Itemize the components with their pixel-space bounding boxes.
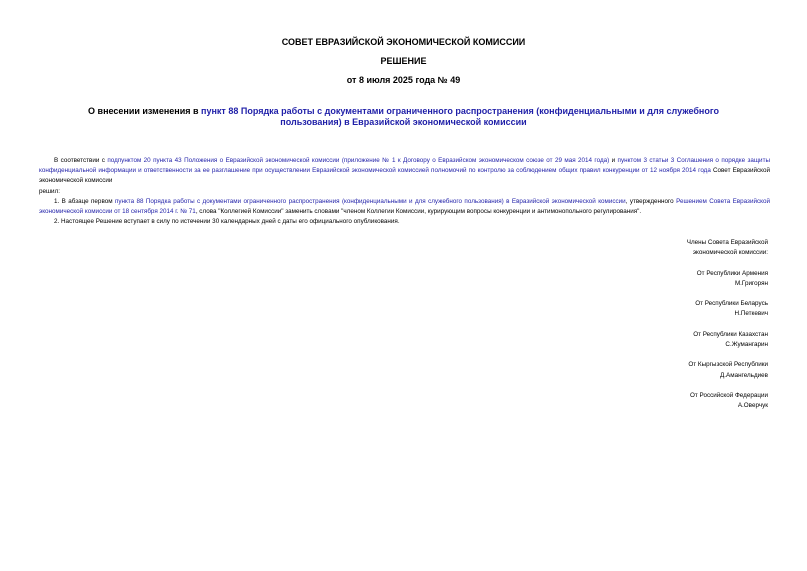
organization-heading: СОВЕТ ЕВРАЗИЙСКОЙ ЭКОНОМИЧЕСКОЙ КОМИССИИ xyxy=(281,37,526,47)
signature-name: А.Оверчук xyxy=(737,402,768,410)
item-1-text-3: , слова "Коллегией Комиссии" заменить словами "членом Коллегии Комиссии, курирующим вопросы конкуренции и антимонопольного регулирования". xyxy=(195,208,642,216)
intro-link-agreement[interactable]: пунктом 3 статьи 3 Соглашения о порядке защиты конфиденциальной информации и ответственности за ее разглашение при осуществлении Евразийской экономической комиссией полномочий по контролю за соблюдением общих правил конкуренции от 12 ноября 2014 года xyxy=(39,157,770,175)
signature-country: От Республики Казахстан xyxy=(693,330,768,338)
title-link[interactable]: пункт 88 Порядка работы с документами ограниченного распространения (конфиденциальными и для служебного пользования) в Евразийской экономической комиссии xyxy=(201,106,719,127)
item-1-text-2: , утвержденного xyxy=(625,197,677,205)
signature-name: С.Жумангарин xyxy=(725,340,768,348)
item-1-text-1: 1. В абзаце первом xyxy=(54,197,115,205)
signature-country: От Республики Беларусь xyxy=(695,300,768,308)
decided-paragraph: решил: xyxy=(39,187,60,195)
item-1-link-decision[interactable]: Решением Совета Евразийской экономической комиссии от 18 сентября 2014 г. № 71 xyxy=(39,197,770,216)
signature-armenia xyxy=(508,269,768,289)
signature-kyrgyzstan xyxy=(508,360,768,380)
intro-text-3: Совет Евразийской экономической комиссии xyxy=(39,167,770,185)
signature-country: От Республики Армения xyxy=(696,269,768,277)
signature-name: М.Григорян xyxy=(734,279,768,287)
document-kind-heading: РЕШЕНИЕ xyxy=(380,56,427,66)
intro-link-treaty[interactable]: подпунктом 20 пункта 43 Положения о Евразийской экономической комиссии (приложение № 1 к Договору о Евразийском экономическом союзе от 29 мая 2014 года) xyxy=(107,157,610,164)
item-2-paragraph: 2. Настоящее Решение вступает в силу по истечении 30 календарных дней с даты его официального опубликования. xyxy=(54,218,400,226)
signature-heading-line-1: Члены Совета Евразийской xyxy=(686,239,768,246)
intro-text-2: и xyxy=(609,157,618,164)
document-title xyxy=(60,106,747,128)
signature-country: От Российской Федерации xyxy=(689,391,768,399)
intro-text-1: В соответствии с xyxy=(54,157,108,164)
signature-kazakhstan xyxy=(508,330,768,350)
intro-paragraph xyxy=(39,156,770,187)
document-body xyxy=(39,156,770,227)
signature-country: От Кыргызской Республики xyxy=(688,361,768,369)
signature-name: Н.Петкевич xyxy=(734,310,768,318)
signature-russia xyxy=(508,391,768,411)
signature-name: Д.Амангельдиев xyxy=(720,371,768,379)
signature-block xyxy=(508,238,768,411)
document-date-heading: от 8 июля 2025 года № 49 xyxy=(346,75,461,85)
item-1-paragraph xyxy=(39,197,770,217)
signature-heading-line-2: экономической комиссии: xyxy=(692,249,768,257)
item-1-link-procedure[interactable]: пункта 88 Порядка работы с документами ограниченного распространения (конфиденциальными и для служебного пользования) в Евразийской экономической комиссии xyxy=(114,197,626,205)
signature-belarus xyxy=(508,299,768,319)
title-prefix: О внесении изменения в xyxy=(88,106,202,116)
